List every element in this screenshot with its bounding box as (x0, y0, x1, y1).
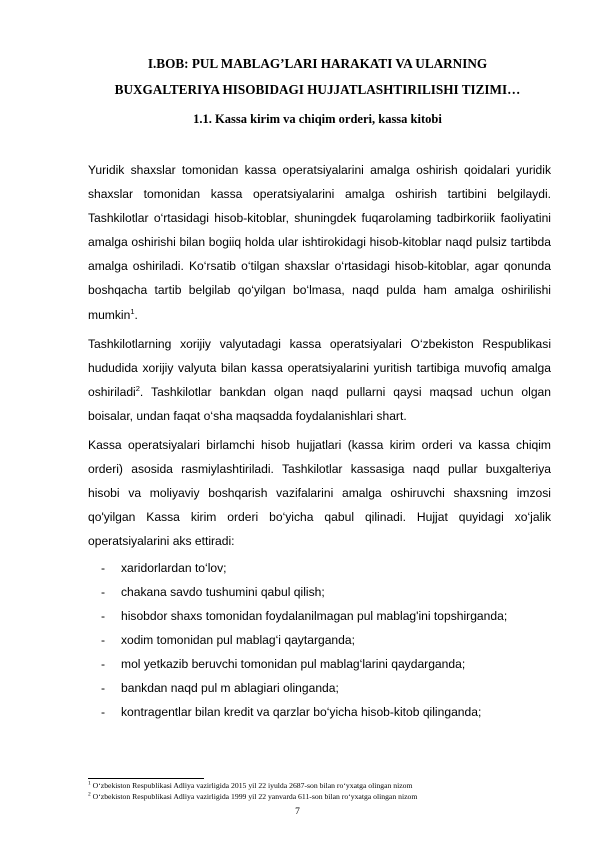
list-dash: - (101, 608, 106, 623)
body-text (88, 158, 551, 724)
list-item-text: xaridorlardan to‘lov; (121, 560, 227, 575)
chapter-title-line-2: BUXGALTERIYA HISOBIDAGI HUJJATLASHTIRILISHI TIZIMI… (114, 82, 521, 97)
section-title: 1.1. Kassa kirim va chiqim orderi, kassa kitobi (193, 112, 442, 126)
list-item-text: chakana savdo tushumini qabul qilish; (121, 584, 325, 599)
list-item (88, 556, 551, 580)
footnote-ref-2: 2 (135, 383, 140, 393)
footnote-1 (88, 780, 558, 791)
list-item (88, 604, 551, 628)
list-item-text: xodim tomonidan pul mablag‘i qaytarganda; (121, 632, 355, 647)
list-item (88, 676, 551, 700)
footnote-2 (88, 791, 558, 802)
operations-list (88, 556, 551, 725)
paragraph-2-tail: . Tashkilotlar bankdan olgan naqd pullarni qaysi maqsad uchun olgan boisalar, undan faqat o‘sha maqsadda foydalanishlari shart. (88, 384, 551, 423)
paragraph-1-text: Yuridik shaxslar tomonidan kassa operatsiyalarini amalga oshirish qoidalari yuridik shaxslar tomonidan kassa operatsiyalarini amalga oshirish tartibini belgilaydi. Tashkilotlar o‘rtasidagi hisob-kitoblar, shuningdek fuqarolaming tadbirkoriik faoliyatini amalga oshirishi bilan bogiiq holda ular ishtirokidagi hisob-kitoblar naqd pulsiz tartibda amalga oshiriladi. Ko‘rsatib o‘tilgan shaxslar o‘rtasidagi hisob-kitoblar, agar qonunda boshqacha tartib belgilab qo‘yilgan bo‘lmasa, naqd pulda ham amalga oshirilishi mumkin (88, 163, 551, 322)
paragraph-1-tail: . (134, 307, 138, 322)
chapter-title-line-1: I.BOB: PUL MABLAG’LARI HARAKATI VA ULARNING (147, 56, 488, 71)
list-item-text: kontragentlar bilan kredit va qarzlar bo‘yicha hisob-kitob qilinganda; (121, 705, 482, 720)
footnote-ref-1: 1 (130, 306, 135, 316)
paragraph-1 (88, 158, 551, 327)
list-dash: - (101, 632, 106, 647)
list-item (88, 628, 551, 652)
footnotes (88, 780, 558, 802)
page-number: 7 (295, 807, 300, 817)
list-item-text: bankdan naqd pul m ablagiari olinganda; (121, 680, 339, 695)
list-dash: - (101, 656, 106, 671)
list-dash: - (101, 584, 106, 599)
list-item (88, 652, 551, 676)
footnote-1-number: 1 (88, 780, 91, 787)
footnote-2-number: 2 (88, 791, 91, 798)
list-item-text: hisobdor shaxs tomonidan foydalanilmagan pul mablag'ini topshirganda; (121, 608, 508, 623)
list-item (88, 700, 551, 724)
footnote-separator (88, 778, 204, 779)
paragraph-3 (88, 433, 551, 553)
paragraph-2 (88, 332, 551, 428)
paragraph-2-text: Tashkilotlarning xorijiy valyutadagi kassa operatsiyalari O‘zbekiston Respublikasi hududida xorijiy valyuta bilan kassa operatsiyalarini yuritish tartibiga muvofiq amalga oshiriladi (88, 336, 551, 399)
footnote-2-text: O‘zbekiston Respublikasi Adliya vazirligida 1999 yil 22 yanvarda 611-son bilan ro‘yxatga olingan nizom (90, 792, 418, 801)
list-dash: - (101, 560, 106, 575)
list-item (88, 580, 551, 604)
footnote-1-text: O‘zbekiston Respublikasi Adliya vazirligida 2015 yil 22 iyulda 2687-son bilan ro‘yxatga olingan nizom (90, 781, 413, 790)
list-item-text: mol yetkazib beruvchi tomonidan pul mablag‘larini qaydarganda; (121, 656, 466, 671)
list-dash: - (101, 680, 106, 695)
list-dash: - (101, 705, 106, 720)
paragraph-3-text: Kassa operatsiyalari birlamchi hisob hujjatlari (kassa kirim orderi va kassa chiqim orderi) asosida rasmiylashtiriladi. Tashkilotlar kassasiga naqd pullar buxgalteriya hisobi va moliyaviy boshqarish vazifalarini amalga oshiruvchi shaxsning imzosi qo'yilgan Kassa kirim orderi bo‘yicha qabul qilinadi. Hujjat quyidagi xo‘jalik operatsiyalarini aks ettiradi: (88, 438, 551, 549)
